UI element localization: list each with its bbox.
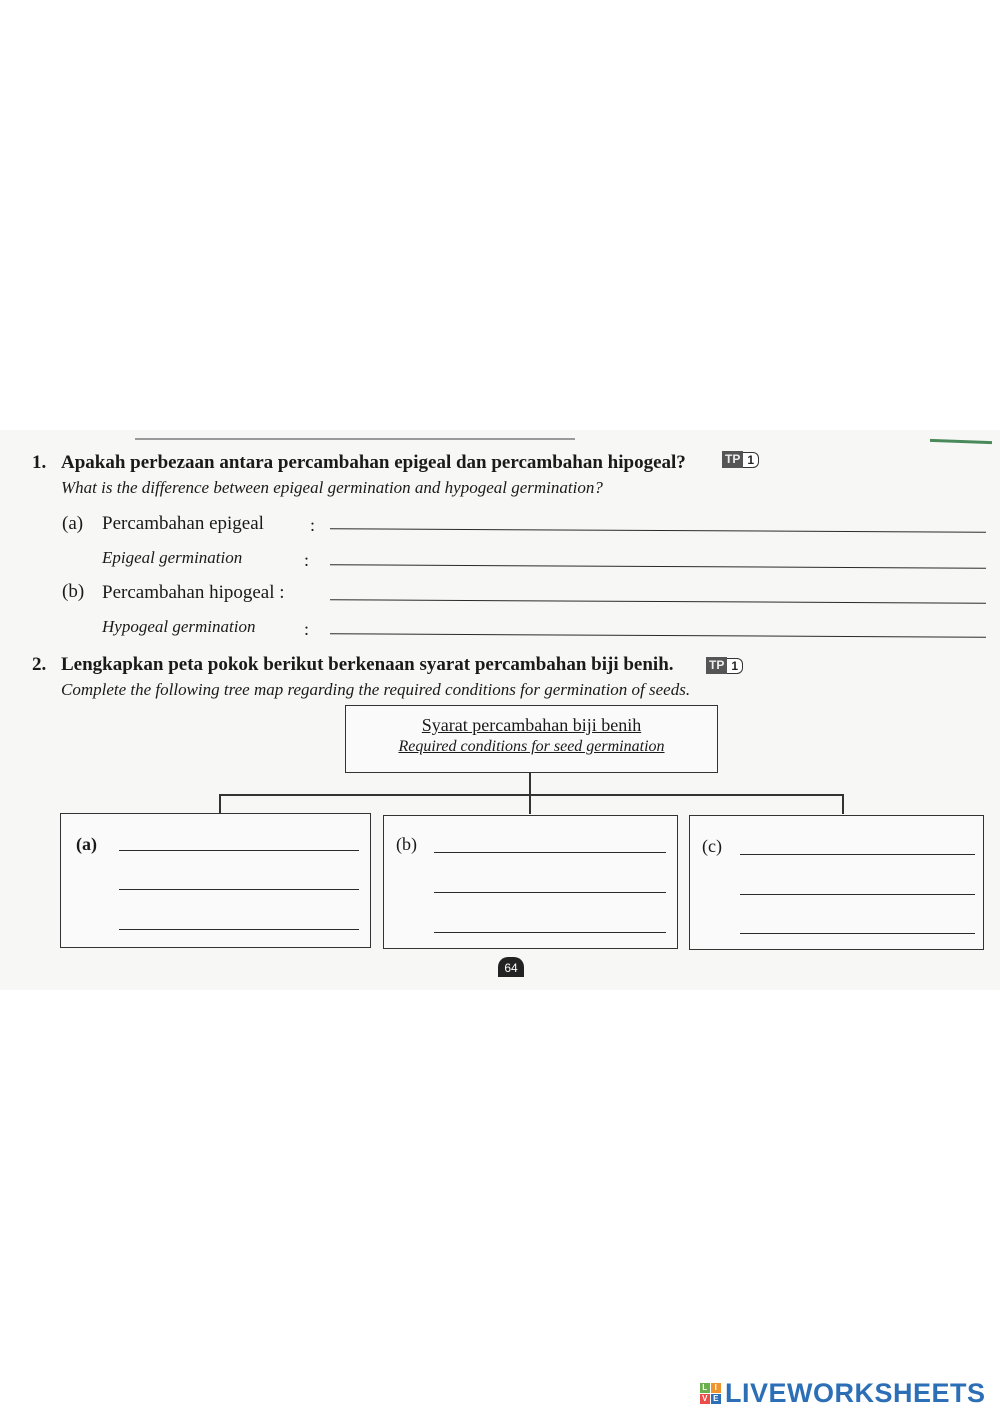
q1a-label: (a) xyxy=(62,513,84,534)
condition-label-b: (b) xyxy=(396,834,417,854)
q1b-en: Hypogeal germination xyxy=(102,617,256,636)
tree-title-en: Required conditions for seed germination xyxy=(398,738,665,755)
box-b-line-3[interactable] xyxy=(434,932,666,933)
page-number: 64 xyxy=(498,957,524,977)
box-c-line-1[interactable] xyxy=(740,854,975,855)
q2-text-ms: Lengkapkan peta pokok berikut berkenaan syarat percambahan biji benih. xyxy=(61,654,674,675)
q1a-ms: Percambahan epigeal xyxy=(102,513,264,534)
tree-connector-trunk xyxy=(529,773,531,795)
condition-box-a xyxy=(60,813,371,948)
liveworksheets-logo xyxy=(700,1378,986,1409)
tree-map-title-box xyxy=(345,705,718,773)
box-a-line-2[interactable] xyxy=(119,889,359,890)
box-a-line-3[interactable] xyxy=(119,929,359,930)
q2-number: 2. xyxy=(32,654,47,675)
box-a-line-1[interactable] xyxy=(119,850,359,851)
condition-box-c xyxy=(689,815,984,950)
q1-tp-badge: TP 1 xyxy=(722,451,759,468)
q1b-en-colon: : xyxy=(304,619,310,639)
q2-tp-badge: TP 1 xyxy=(706,657,743,674)
liveworksheets-logo-icon: L I V E xyxy=(700,1383,721,1404)
top-rule xyxy=(135,438,575,440)
tree-connector-right xyxy=(842,794,844,814)
q1a-en: Epigeal germination xyxy=(102,548,243,567)
q1-text-ms: Apakah perbezaan antara percambahan epigeal dan percambahan hipogeal? xyxy=(61,452,686,473)
tree-connector-bar xyxy=(219,794,844,796)
tree-connector-middle xyxy=(529,794,531,814)
box-c-line-3[interactable] xyxy=(740,933,975,934)
box-b-line-1[interactable] xyxy=(434,852,666,853)
tree-title-ms: Syarat percambahan biji benih xyxy=(421,715,642,735)
condition-box-b xyxy=(383,815,678,949)
box-b-line-2[interactable] xyxy=(434,892,666,893)
brand-name: LIVEWORKSHEETS xyxy=(725,1378,986,1408)
box-c-line-2[interactable] xyxy=(740,894,975,895)
q1-text-en: What is the difference between epigeal germination and hypogeal germination? xyxy=(61,478,603,497)
q1b-label: (b) xyxy=(62,581,85,602)
q1-number: 1. xyxy=(32,452,47,473)
q1a-en-colon: : xyxy=(304,550,310,570)
q1b-ms: Percambahan hipogeal : xyxy=(102,582,285,603)
q1a-colon: : xyxy=(310,515,316,535)
q2-text-en: Complete the following tree map regarding the required conditions for germination of seeds. xyxy=(61,680,691,699)
condition-label-c: (c) xyxy=(702,836,722,856)
condition-label-a: (a) xyxy=(76,834,97,854)
tree-connector-left xyxy=(219,794,221,814)
